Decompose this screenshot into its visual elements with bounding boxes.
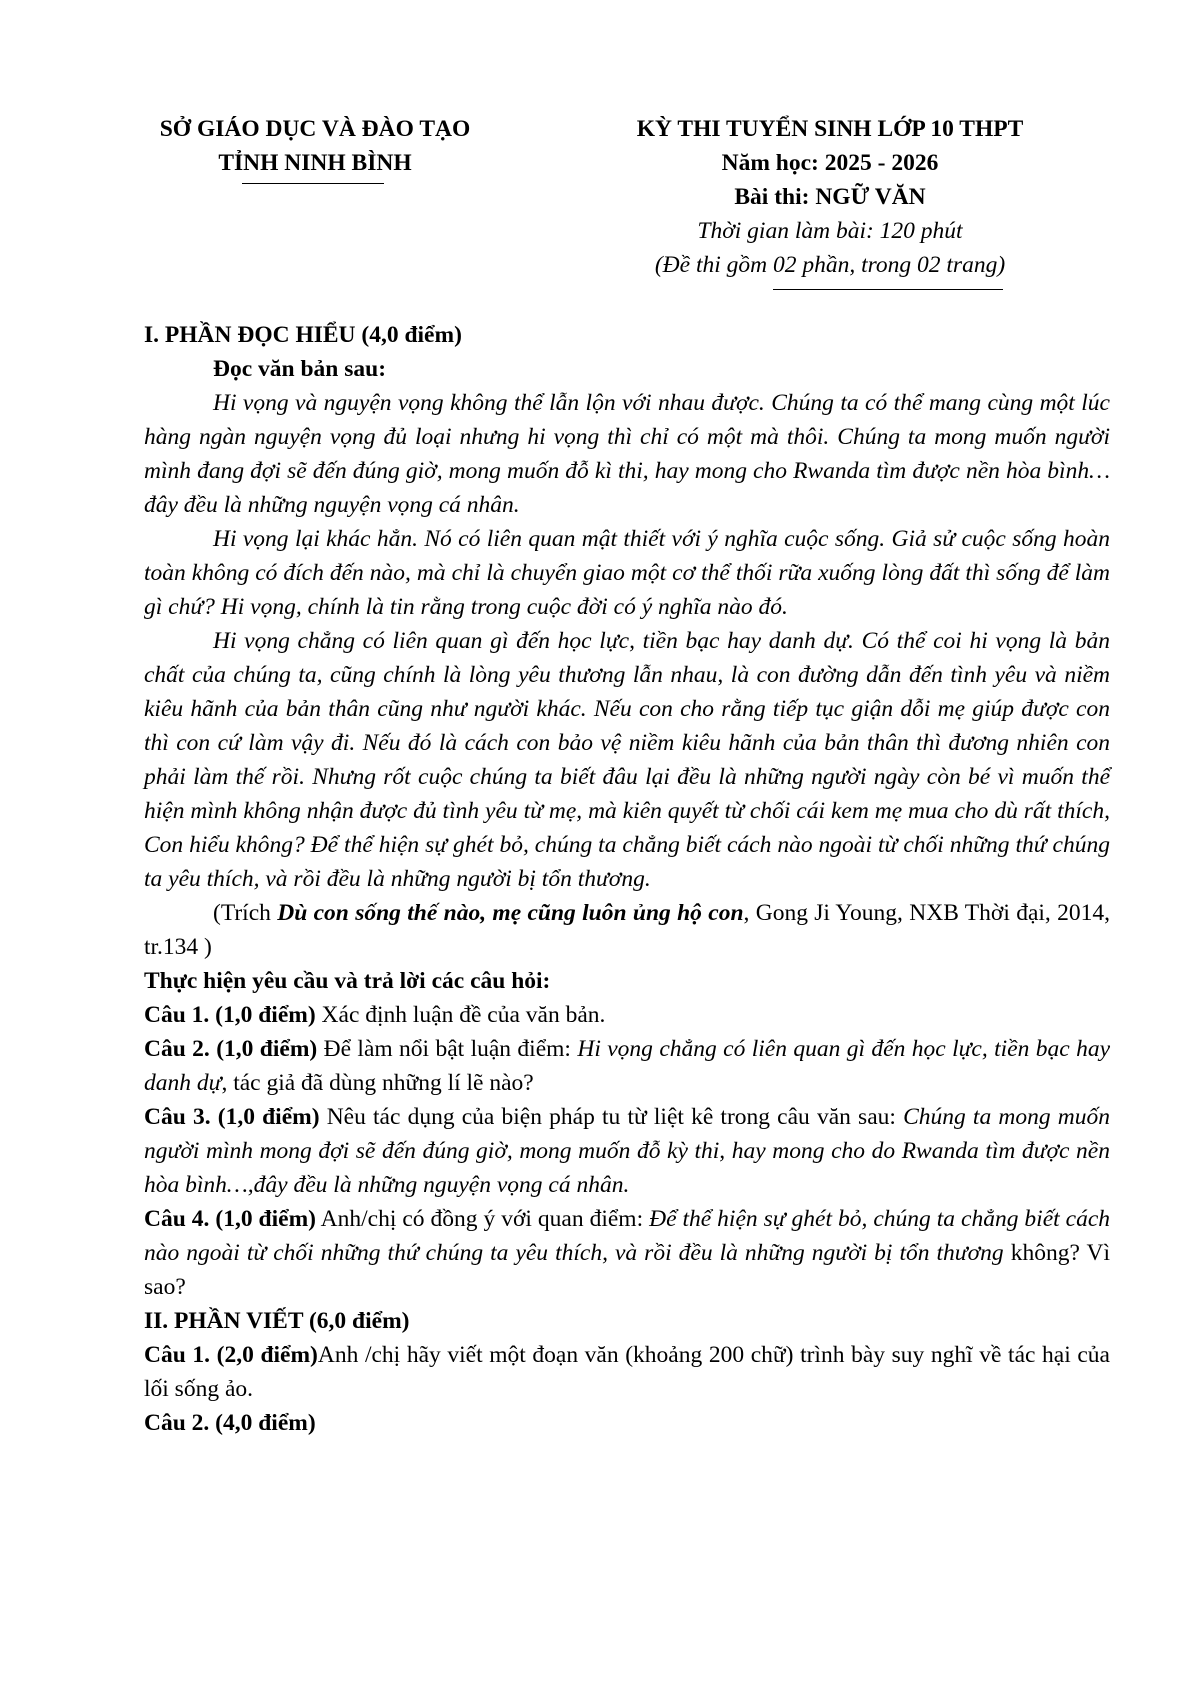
task-heading: Thực hiện yêu cầu và trả lời các câu hỏi: — [144, 968, 551, 994]
passage-source — [144, 896, 1110, 964]
header-right — [585, 112, 1075, 282]
question-3-quote: Chúng ta mong muốn người mình mong đợi sẽ đến đúng giờ, mong muốn đỗ kỳ thi, hay mong cho do Rwanda tìm được nền hòa bình…,đây đều là những nguyện vọng cá nhân. — [144, 1104, 1110, 1198]
question-3-pre: Nêu tác dụng của biện pháp tu từ liệt kê trong câu văn sau: — [319, 1104, 904, 1130]
question-4-quote: Để thể hiện sự ghét bỏ, chúng ta chẳng biết cách nào ngoài từ chối những thứ chúng ta yêu thích, và rồi đều là những người bị tổn thương — [144, 1206, 1111, 1266]
passage-paragraph-3: Hi vọng chẳng có liên quan gì đến học lực, tiền bạc hay danh dự. Có thể coi hi vọng là bản chất của chúng ta, cũng chính là lòng yêu thương lẫn nhau, là con đường dẫn đến tình yêu và niềm kiêu hãnh của bản thân cũng như người khác. Nếu con cho rằng tiếp tục giận dỗi mẹ giúp được con thì con cứ làm vậy đi. Nếu đó là cách con bảo vệ niềm kiêu hãnh của bản thân thì đương nhiên con phải làm thế rồi. Nhưng rốt cuộc chúng ta biết đâu lại đều là những người ngày còn bé vì muốn thể hiện mình không nhận được đủ tình yêu từ mẹ, mà kiên quyết từ chối cái kem mẹ mua cho dù rất thích, Con hiểu không? Để thể hiện sự ghét bỏ, chúng ta chẳng biết cách nào ngoài từ chối những thứ chúng ta yêu thích, và rồi đều là những người bị tổn thương. — [144, 628, 1110, 892]
exam-body — [144, 318, 1110, 1440]
question-2-post: , tác giả đã dùng những lí lẽ nào? — [221, 1070, 534, 1096]
writing-question-1 — [144, 1338, 1110, 1406]
part1-title: I. PHẦN ĐỌC HIỂU (4,0 điểm) — [144, 322, 462, 348]
writing-question-1-text: Anh /chị hãy viết một đoạn văn (khoảng 200 chữ) trình bày suy nghĩ về tác hại của lối sống ảo. — [144, 1342, 1110, 1402]
source-suffix: , Gong Ji Young, NXB Thời đại, 2014, tr.134 ) — [144, 900, 1110, 960]
reading-passage — [144, 386, 1110, 896]
question-1-label: Câu 1. (1,0 điểm) — [144, 1002, 316, 1028]
province-name: TỈNH NINH BÌNH — [218, 150, 412, 176]
subject: Bài thi: NGỮ VĂN — [734, 184, 926, 210]
header-left-underline — [242, 183, 384, 184]
question-3-label: Câu 3. (1,0 điểm) — [144, 1104, 320, 1130]
question-1-text: Xác định luận đề của văn bản. — [315, 1002, 606, 1028]
time-limit: Thời gian làm bài: 120 phút — [697, 218, 963, 244]
header-right-underline — [773, 289, 1003, 290]
question-1 — [144, 998, 1110, 1032]
question-2-pre: Để làm nổi bật luận điểm: — [317, 1036, 578, 1062]
page-note: (Đề thi gồm 02 phần, trong 02 trang) — [654, 252, 1006, 278]
department-name: SỞ GIÁO DỤC VÀ ĐÀO TẠO — [159, 116, 471, 142]
source-title: Dù con sống thế nào, mẹ cũng luôn ủng hộ con — [277, 900, 744, 926]
question-4-label: Câu 4. (1,0 điểm) — [144, 1206, 316, 1232]
question-2-quote: Hi vọng chẳng có liên quan gì đến học lực, tiền bạc hay danh dự — [144, 1036, 1111, 1096]
source-prefix: (Trích — [213, 900, 278, 926]
question-4-post: không? Vì sao? — [144, 1240, 1110, 1300]
question-3 — [144, 1100, 1110, 1202]
question-4-pre: Anh/chị có đồng ý với quan điểm: — [316, 1206, 650, 1232]
question-2-label: Câu 2. (1,0 điểm) — [144, 1036, 318, 1062]
part2-title: II. PHẦN VIẾT (6,0 điểm) — [144, 1308, 410, 1334]
writing-question-1-label: Câu 1. (2,0 điểm) — [144, 1342, 318, 1368]
reading-instruction: Đọc văn bản sau: — [213, 356, 387, 382]
passage-paragraph-1: Hi vọng và nguyện vọng không thể lẫn lộn với nhau được. Chúng ta có thể mang cùng một lúc hàng ngàn nguyện vọng đủ loại nhưng hi vọng thì chỉ có một mà thôi. Chúng ta mong muốn người mình đang đợi sẽ đến đúng giờ, mong muốn đỗ kì thi, hay mong cho Rwanda tìm được nền hòa bình… đây đều là những nguyện vọng cá nhân. — [144, 390, 1110, 518]
writing-question-2-label: Câu 2. (4,0 điểm) — [144, 1410, 316, 1436]
question-4 — [144, 1202, 1110, 1304]
header-left — [130, 112, 500, 180]
exam-name: KỲ THI TUYỂN SINH LỚP 10 THPT — [636, 116, 1024, 142]
school-year: Năm học: 2025 - 2026 — [721, 150, 939, 176]
question-2 — [144, 1032, 1110, 1100]
passage-paragraph-2: Hi vọng lại khác hẳn. Nó có liên quan mật thiết với ý nghĩa cuộc sống. Giả sử cuộc sống hoàn toàn không có đích đến nào, mà chỉ là chuyển giao một cơ thể thối rữa xuống lòng đất thì sống để làm gì chứ? Hi vọng, chính là tin rằng trong cuộc đời có ý nghĩa nào đó. — [144, 526, 1110, 620]
